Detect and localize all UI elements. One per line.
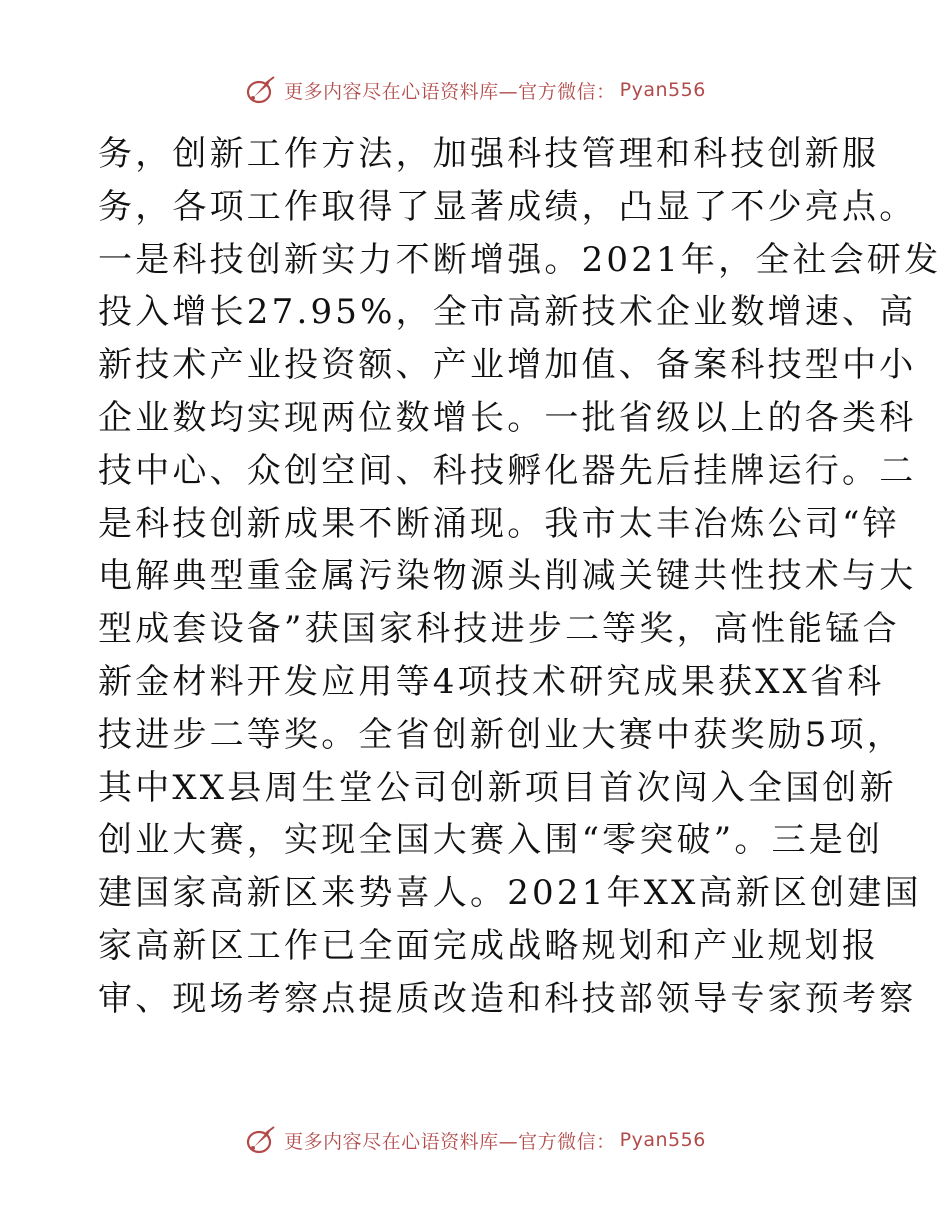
text-line: 投入增长27.95%，全市高新技术企业数增速、高 <box>98 292 917 333</box>
text-line: 新技术产业投资额、产业增加值、备案科技型中小 <box>98 345 917 386</box>
text-line: 是科技创新成果不断涌现。我市太丰冶炼公司“锌 <box>98 503 900 544</box>
quill-pen-logo-icon <box>244 1125 278 1155</box>
text-line: 建国家高新区来势喜人。2021年XX高新区创建国 <box>98 873 922 914</box>
text-line: 务，创新工作方法，加强科技管理和科技创新服 <box>98 134 880 174</box>
text-line: 务，各项工作取得了显著成绩，凸显了不少亮点。 <box>98 186 917 227</box>
wechat-id: Pyan556 <box>619 79 706 101</box>
watermark-text: 更多内容尽在心语资料库—官方微信： <box>284 1130 616 1153</box>
text-line: 型成套设备”获国家科技进步二等奖，高性能锰合 <box>98 609 900 650</box>
body-text <box>98 128 942 1026</box>
text-line: 电解典型重金属污染物源头削减关键共性技术与大 <box>98 556 917 597</box>
quill-pen-logo-icon <box>244 75 278 105</box>
header-watermark <box>0 70 950 110</box>
text-line: 其中XX县周生堂公司创新项目首次闯入全国创新 <box>98 767 897 808</box>
footer-watermark <box>0 1120 950 1160</box>
text-line: 企业数均实现两位数增长。一批省级以上的各类科 <box>98 397 917 438</box>
text-line: 审、现场考察点提质改造和科技部领导专家预考察 <box>98 978 917 1019</box>
text-line: 创业大赛，实现全国大赛入围“零突破”。三是创 <box>98 820 884 861</box>
text-line: 技进步二等奖。全省创新创业大赛中获奖励5项， <box>98 714 905 755</box>
text-line: 新金材料开发应用等4项技术研究成果获XX省科 <box>98 661 885 702</box>
text-line: 技中心、众创空间、科技孵化器先后挂牌运行。二 <box>98 450 917 491</box>
wechat-id: Pyan556 <box>619 1129 706 1151</box>
text-line: 家高新区工作已全面完成战略规划和产业规划报 <box>98 925 880 966</box>
watermark-text: 更多内容尽在心语资料库—官方微信： <box>284 80 616 103</box>
text-line: 一是科技创新实力不断增强。2021年，全社会研发 <box>98 239 942 280</box>
